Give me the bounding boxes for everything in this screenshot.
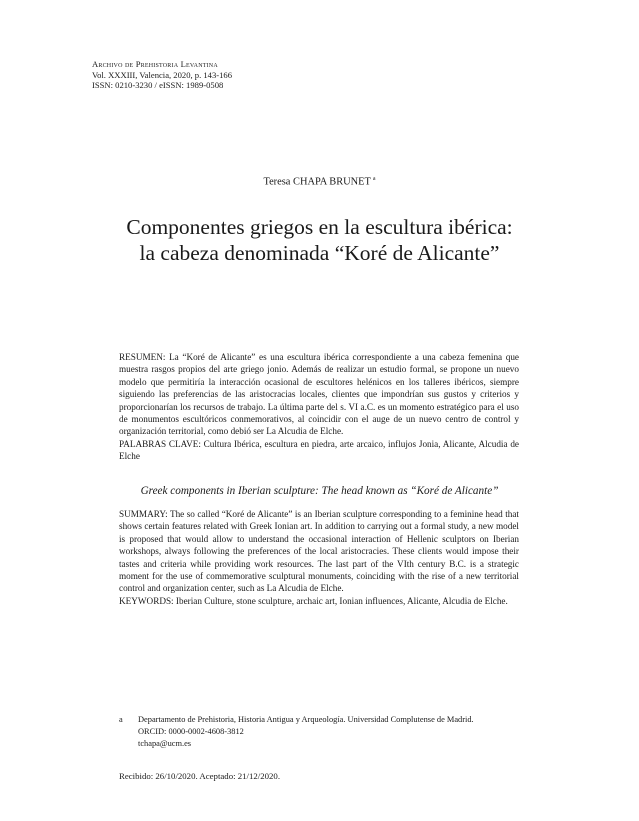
resumen-text: RESUMEN: La “Koré de Alicante” es una escultura ibérica correspondiente a una cabeza femenina que muestra rasgos propios del arte griego jonio. Además de realizar un estudio formal, se propone un nuevo modelo que permitiría la interacción ocasional de escultores helénicos en los talleres ibéricos, siempre siguiendo las preferencias de las aristocracias locales, clientes que impondrían sus gustos y criterios y proporcionarían los recursos de trabajo. La última parte del s. VI a.C. es un momento estratégico para el uso de monumentos escultóricos conmemorativos, al coincidir con el auge de un nuevo centro de control y organización territorial, como debió ser La Alcudia de Elche. — [119, 352, 519, 437]
palabras-clave: PALABRAS CLAVE: Cultura Ibérica, escultura en piedra, arte arcaico, influjos Jonia, Alicante, Alcudia de Elche — [119, 438, 519, 462]
journal-header — [92, 59, 232, 91]
received-dates: Recibido: 26/10/2020. Aceptado: 21/12/2020. — [119, 771, 281, 781]
author-line — [0, 176, 639, 187]
paper-title — [0, 214, 639, 266]
author-affiliation-marker: a — [372, 176, 376, 182]
journal-issn: ISSN: 0210-3230 / eISSN: 1989-0508 — [92, 80, 224, 91]
footnote-marker: a — [119, 715, 123, 724]
summary-text: SUMMARY: The so called “Koré de Alicante” is an Iberian sculpture corresponding to a feminine head that shows certain features related with Greek Ionian art. In addition to carrying out a formal study, a new model is proposed that would allow to understand the occasional interaction of Hellenic sculptors on Iberian workshops, always following the preferences of the local aristocracies. These clients would impose their tastes and criteria while providing work resources. The last part of the VIth century B.C. is a strategic moment for the use of commemorative sculptural monuments, coinciding with the rise of a new territorial control and organization center, such as La Alcudia de Elche. — [119, 509, 519, 594]
summary-block — [119, 508, 519, 607]
affiliation-footnote — [119, 714, 474, 751]
footnote-department: Departamento de Prehistoria, Historia Antigua y Arqueología. Universidad Complutense de Madrid. — [138, 715, 474, 724]
resumen-block — [119, 351, 519, 463]
paper-title-line2: la cabeza denominada “Koré de Alicante” — [139, 241, 500, 265]
author-name: Teresa CHAPA BRUNET — [263, 176, 371, 188]
journal-volume: Vol. XXXIII, Valencia, 2020, p. 143-166 — [92, 69, 233, 80]
keywords: KEYWORDS: Iberian Culture, stone sculpture, archaic art, Ionian influences, Alicante, Alcudia de Elche. — [119, 595, 508, 606]
paper-title-line1: Componentes griegos en la escultura ibérica: — [126, 215, 513, 239]
english-title: Greek components in Iberian sculpture: The head known as “Koré de Alicante” — [140, 485, 499, 497]
journal-name: Archivo de Prehistoria Levantina — [92, 59, 218, 69]
footnote-orcid: ORCID: 0000-0002-4608-3812 — [138, 727, 244, 737]
footnote-email: tchapa@ucm.es — [138, 739, 192, 749]
